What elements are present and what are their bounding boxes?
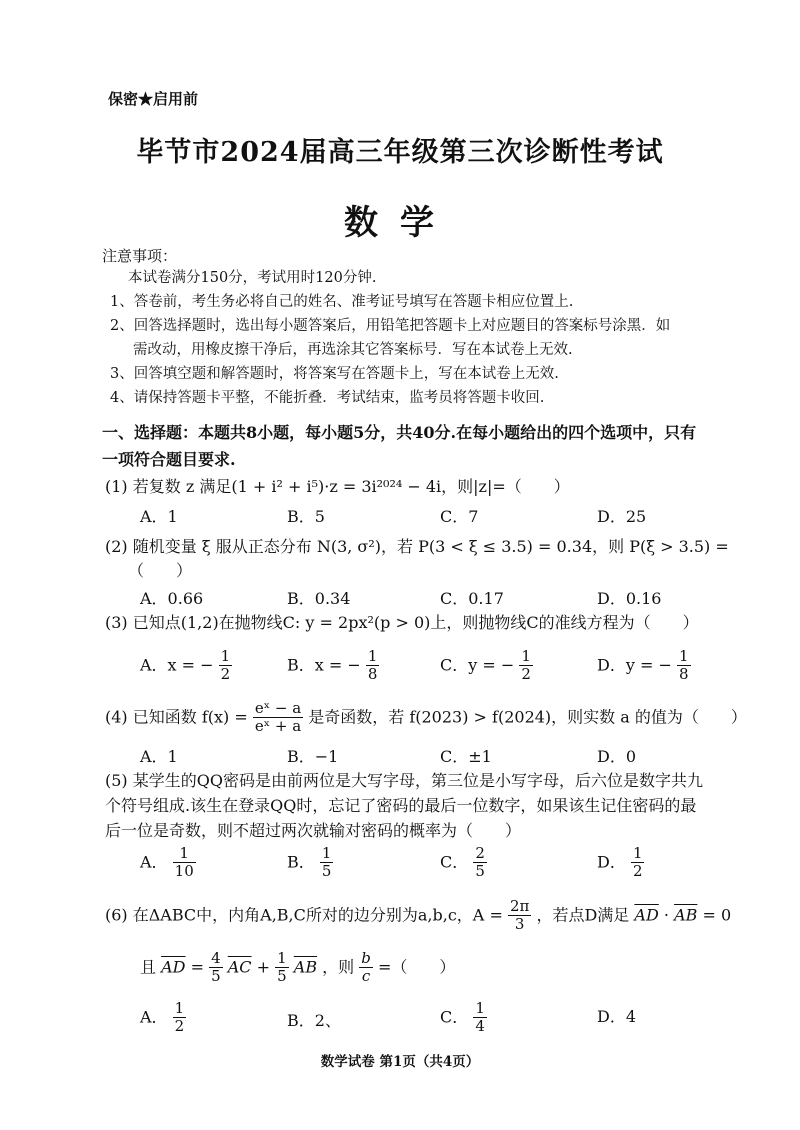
q5-a-fraction: [173, 845, 196, 881]
q4-prefix: (4) 已知函数 f(x) =: [105, 707, 248, 727]
q5-option-d: [597, 845, 644, 881]
q5-option-a: [140, 845, 196, 881]
question-6-line-2: [140, 950, 455, 986]
q6-c-prefix: C．: [440, 1007, 469, 1027]
question-1-stem: (1) 若复数 z 满足(1 + i² + i⁵)·z = 3i²⁰²⁴ − 4i，则|z|=（ ）: [105, 477, 570, 496]
q5-a-num: 1: [173, 845, 196, 863]
q1-option-a: A．1: [140, 507, 178, 526]
question-4-stem: [105, 700, 747, 736]
q1-option-b: B．5: [287, 507, 325, 526]
q3-c-prefix: C．y = −: [440, 655, 515, 675]
q3-d-den: 8: [678, 665, 689, 684]
q6-angle-den: 3: [514, 915, 525, 934]
q5-b-fraction: [320, 845, 334, 881]
q4-suffix: 是奇函数，若 f(2023) > f(2024)，则实数 a 的值为（ ）: [308, 707, 747, 727]
q6-line2-suffix: =（ ）: [377, 957, 456, 977]
exam-title: 毕节市2024届高三年级第三次诊断性考试: [136, 137, 664, 168]
q6-line1-prefix: (6) 在ΔABC中，内角A,B,C所对的边分别为a,b,c，A =: [105, 905, 503, 925]
q6-option-d: D．4: [597, 1007, 637, 1026]
q6-line1-mid: ，若点D满足: [536, 905, 630, 925]
q5-d-den: 2: [632, 862, 643, 881]
q3-option-b: [287, 648, 379, 684]
q2-option-c: C．0.17: [440, 589, 504, 608]
q3-d-prefix: D．y = −: [597, 655, 672, 675]
q3-a-fraction: [219, 648, 233, 684]
q6-c-fraction: [473, 1000, 487, 1036]
q6-plus: +: [256, 957, 271, 977]
subject-title: 数学: [344, 203, 456, 243]
notice-heading: 注意事项：: [102, 247, 178, 265]
q5-option-b: [287, 845, 333, 881]
q6-a-prefix: A．: [140, 1007, 168, 1027]
q3-b-num: 1: [367, 647, 378, 665]
q3-b-prefix: B．x = −: [287, 655, 361, 675]
q3-b-den: 8: [367, 665, 378, 684]
q6-coef1-den: 5: [211, 967, 221, 986]
q5-d-fraction: [631, 845, 645, 881]
q6-option-a: [140, 1000, 186, 1036]
question-6-line-1: [105, 898, 731, 934]
q6-line2-prefix: 且: [140, 957, 157, 977]
q3-c-num: 1: [521, 647, 531, 665]
q3-option-a: [140, 648, 232, 684]
q5-d-prefix: D．: [597, 852, 626, 872]
q6-coef1-num: 4: [211, 949, 221, 967]
section-heading: 一、选择题：本题共8小题，每小题5分，共40分.在每小题给出的四个选项中，只有一项符合题目要求.: [102, 423, 697, 469]
q6-line2-mid: ，则: [322, 957, 355, 977]
q5-c-den: 5: [475, 862, 485, 881]
q5-b-den: 5: [321, 862, 332, 881]
vector-ab: $\overline{AB}$: [674, 905, 698, 925]
q6-c-num: 1: [475, 999, 485, 1017]
q6-equals: =: [190, 957, 204, 977]
q6-option-c: [440, 1000, 487, 1036]
q6-coef2-den: 5: [277, 967, 287, 986]
question-2-stem: (2) 随机变量 ξ 服从正态分布 N(3, σ²)，若 P(3 < ξ ≤ 3.5) = 0.34，则 P(ξ > 3.5) =: [105, 537, 729, 556]
dot-operator: ·: [663, 905, 669, 925]
q5-c-num: 2: [475, 844, 485, 862]
q6-option-b: B．2、: [287, 1011, 341, 1030]
q6-c-den: 4: [475, 1017, 485, 1036]
question-3-stem: (3) 已知点(1,2)在抛物线C: y = 2px²(p > 0)上，则抛物线C的准线方程为（ ）: [105, 613, 699, 632]
q3-a-prefix: A．x = −: [140, 655, 214, 675]
notice-intro: 本试卷满分150分，考试用时120分钟.: [128, 270, 377, 286]
q3-d-fraction: [677, 648, 691, 684]
q3-c-fraction: [519, 648, 533, 684]
q3-b-fraction: [366, 648, 380, 684]
confidential-label: 保密★启用前: [108, 90, 199, 108]
q5-c-prefix: C．: [440, 852, 469, 872]
q6-a-fraction: [173, 1000, 187, 1036]
q3-option-d: [597, 648, 691, 684]
question-5-stem: (5) 某学生的QQ密码是由前两位是大写字母，第三位是小写字母，后六位是数字共九个符号组成.该生在登录QQ时，忘记了密码的最后一位数字，如果该生记住密码的最后一位是奇数，则不超过两次就输对密码的概率为（ ）: [105, 771, 703, 840]
question-2-paren: （ ）: [128, 561, 193, 580]
notice-item-4: 4、请保持答题卡平整，不能折叠．考试结束，监考员将答题卡收回.: [110, 390, 545, 406]
vector-ac: $\overline{AC}$: [227, 957, 252, 977]
q6-a-num: 1: [174, 999, 185, 1017]
q6-angle-num: 2π: [509, 897, 530, 915]
q6-a-den: 2: [174, 1017, 185, 1036]
vector-ab-2: $\overline{AB}$: [293, 957, 318, 977]
notice-item-2-cont: 需改动，用橡皮擦干净后，再选涂其它答案标号．写在本试卷上无效.: [133, 342, 573, 358]
q2-option-b: B．0.34: [287, 589, 351, 608]
q5-a-prefix: A．: [140, 852, 168, 872]
q4-num: eˣ − a: [254, 699, 302, 717]
q6-coef-1: [209, 950, 223, 986]
q3-a-den: 2: [220, 665, 231, 684]
q4-option-c: C．±1: [440, 747, 492, 766]
q5-b-num: 1: [321, 844, 332, 862]
q2-option-d: D．0.16: [597, 589, 662, 608]
q3-d-num: 1: [678, 647, 689, 665]
q5-d-num: 1: [632, 844, 643, 862]
q6-coef2-num: 1: [277, 949, 287, 967]
q3-a-num: 1: [220, 647, 231, 665]
notice-item-1: 1、答卷前，考生务必将自己的姓名、准考证号填写在答题卡相应位置上.: [110, 294, 574, 310]
page-footer: 数学试卷 第1页（共4页）: [320, 1054, 480, 1070]
q2-option-a: A．0.66: [140, 589, 204, 608]
q3-option-c: [440, 648, 533, 684]
q5-b-prefix: B．: [287, 852, 315, 872]
vector-ad: $\overline{AD}$: [634, 905, 659, 925]
q1-option-d: D．25: [597, 507, 647, 526]
q5-option-c: [440, 845, 487, 881]
q6-angle-fraction: [508, 898, 531, 934]
q3-c-den: 2: [521, 665, 531, 684]
q6-ratio-den: c: [361, 967, 371, 986]
q6-coef-2: [275, 950, 289, 986]
vector-ad-2: $\overline{AD}$: [161, 957, 186, 977]
q6-ratio-fraction: [359, 950, 373, 986]
q4-option-a: A．1: [140, 747, 178, 766]
q1-option-c: C．7: [440, 507, 479, 526]
q6-ratio-num: b: [361, 949, 371, 967]
q4-option-b: B．−1: [287, 747, 339, 766]
q6-equals-zero: = 0: [702, 905, 732, 925]
notice-item-2: 2、回答选择题时，选出每小题答案后，用铅笔把答题卡上对应题目的答案标号涂黑．如: [110, 318, 671, 334]
q4-option-d: D．0: [597, 747, 637, 766]
q4-den: eˣ + a: [254, 717, 302, 736]
q4-function-fraction: [253, 700, 303, 736]
notice-item-3: 3、回答填空题和解答题时，将答案写在答题卡上，写在本试卷上无效.: [110, 366, 559, 382]
q5-a-den: 10: [174, 862, 194, 881]
q5-c-fraction: [473, 845, 487, 881]
